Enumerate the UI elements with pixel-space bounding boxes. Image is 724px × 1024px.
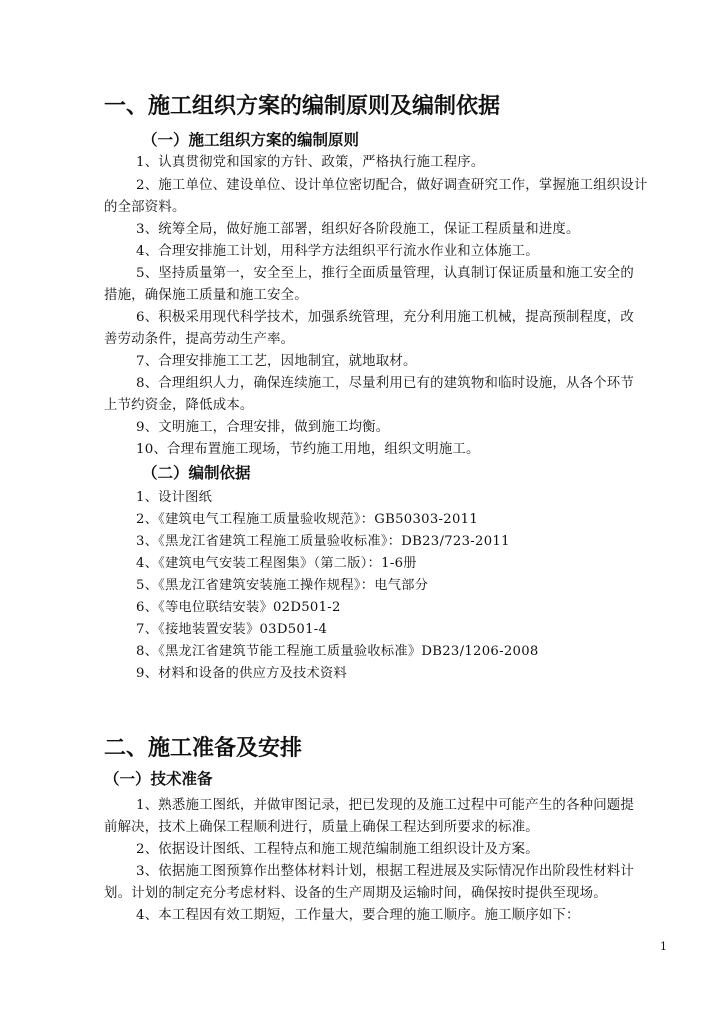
principle-item: 10、合理布置施工现场，节约施工用地，组织文明施工。 bbox=[136, 442, 480, 457]
reference-item: 4、《建筑电气安装工程图集》（第二版）：1-6册 bbox=[136, 556, 417, 571]
principle-item: 5、坚持质量第一，安全至上，推行全面质量管理，认真制订保证质量和施工安全的 措施，确保施工质量和施工安全。 bbox=[104, 266, 634, 303]
principle-item: 2、施工单位、建设单位、设计单位密切配合，做好调查研究工作，掌握施工组织设计 的全部资料。 bbox=[104, 178, 648, 215]
reference-item: 8、《黑龙江省建筑节能工程施工质量验收标准》DB23/1206-2008 bbox=[136, 644, 539, 659]
tech-prep-item: 4、本工程因有效工期短，工作量大，要合理的施工顺序。施工顺序如下： bbox=[136, 908, 580, 923]
principle-item: 3、统筹全局，做好施工部署，组织好各阶段施工，保证工程质量和进度。 bbox=[136, 222, 580, 237]
reference-item: 3、《黑龙江省建筑工程施工质量验收标准》：DB23/723-2011 bbox=[136, 534, 510, 549]
section-1-2-heading: （二）编制依据 bbox=[142, 464, 251, 482]
principle-item: 6、积极采用现代科学技术，加强系统管理，充分利用施工机械，提高预制程度，改 善劳动条件，提高劳动生产率。 bbox=[104, 310, 634, 347]
section-1-1-heading: （一）施工组织方案的编制原则 bbox=[142, 131, 360, 149]
section-2-heading: 二、施工准备及安排 bbox=[104, 736, 303, 761]
reference-item: 2、《建筑电气工程施工质量验收规范》：GB50303-2011 bbox=[136, 512, 479, 527]
principle-item: 8、合理组织人力，确保连续施工，尽量利用已有的建筑物和临时设施，从各个环节 上节约资金，降低成本。 bbox=[104, 376, 634, 413]
section-2-1-heading: （一）技术准备 bbox=[104, 770, 213, 788]
tech-prep-item: 3、依据施工图预算作出整体材料计划，根据工程进展及实际情况作出阶段性材料计 划。计划的制定充分考虑材料、设备的生产周期及运输时间，确保按时提供至现场。 bbox=[104, 864, 634, 901]
principle-item: 4、合理安排施工计划，用科学方法组织平行流水作业和立体施工。 bbox=[136, 244, 539, 259]
reference-item: 9、材料和设备的供应方及技术资料 bbox=[136, 666, 348, 681]
tech-prep-item: 2、依据设计图纸、工程特点和施工规范编制施工组织设计及方案。 bbox=[136, 842, 539, 857]
principle-item: 7、合理安排施工工艺，因地制宜，就地取材。 bbox=[136, 354, 417, 369]
page-number: 1 bbox=[660, 940, 667, 953]
reference-item: 6、《等电位联结安装》02D501-2 bbox=[136, 600, 341, 615]
section-1-heading: 一、施工组织方案的编制原则及编制依据 bbox=[104, 94, 501, 119]
principle-item: 9、文明施工，合理安排，做到施工均衡。 bbox=[136, 420, 390, 435]
tech-prep-item: 1、熟悉施工图纸，并做审图记录，把已发现的及施工过程中可能产生的各种问题提 前解决，技术上确保工程顺利进行，质量上确保工程达到所要求的标准。 bbox=[104, 798, 634, 835]
reference-item: 7、《接地装置安装》03D501-4 bbox=[136, 622, 328, 637]
reference-item: 5、《黑龙江省建筑安装施工操作规程》：电气部分 bbox=[136, 578, 429, 593]
reference-item: 1、设计图纸 bbox=[136, 490, 213, 505]
principle-item: 1、认真贯彻党和国家的方针、政策，严格执行施工程序。 bbox=[136, 155, 485, 170]
